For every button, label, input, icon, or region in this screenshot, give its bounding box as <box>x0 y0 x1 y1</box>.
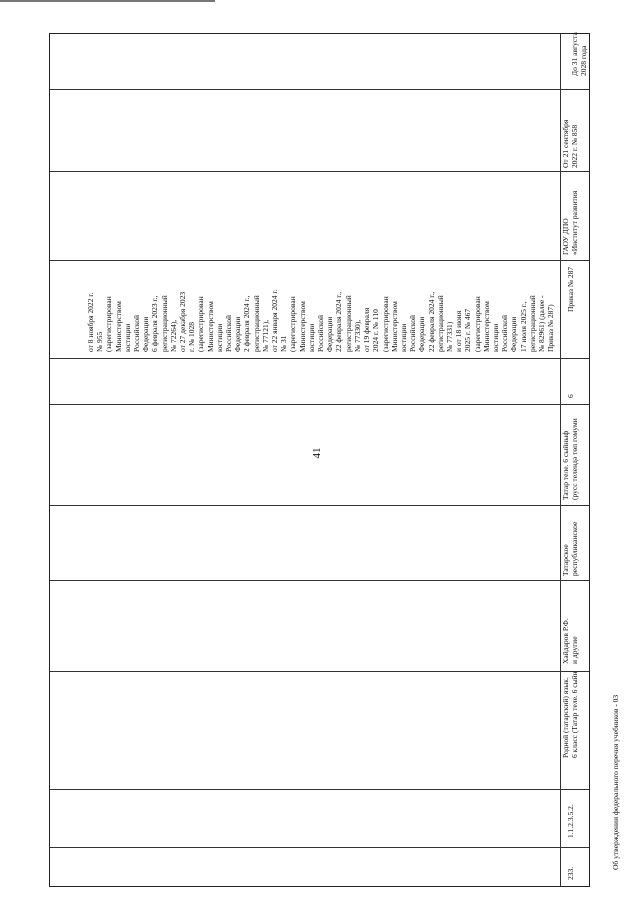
column-divider <box>50 671 589 672</box>
order-history-line: № 82961) (далее - <box>536 295 546 352</box>
order-history-line: юстиции <box>398 323 408 352</box>
order-history-line: от 27 декабря 2023 <box>178 291 188 352</box>
order-history-line: Российской <box>224 315 234 352</box>
order-history-line: № 31 <box>279 335 289 352</box>
publisher: ГАОУ ДПО «Институт развития <box>561 190 580 255</box>
order-history-line: от 8 ноября 2022 г. <box>86 292 95 352</box>
order-history-line: 22 февраля 2024 г., <box>334 291 344 352</box>
column-divider <box>50 789 589 790</box>
order-history-line: 2 февраля 2024 г., <box>242 295 252 352</box>
order-history <box>86 257 555 352</box>
order-history-line: № 955 <box>95 331 105 352</box>
authors: Хайдаров Р.Ф. и другие <box>561 618 580 664</box>
order-history-line: 2024 г. № 110 <box>371 309 381 352</box>
language-subject: Татарское республиканское <box>561 521 580 576</box>
order-history-line: (зарегистрирован <box>288 296 298 352</box>
order-history-line: 2025 г. № 467 <box>463 308 473 352</box>
order-history-line: от 22 января 2024 г. <box>270 289 280 352</box>
order-history-line: и от 18 июня <box>454 310 464 352</box>
order-history-line: регистрационный <box>251 295 261 352</box>
order-history-line: Приказ № 287) <box>546 304 556 352</box>
column-divider <box>50 847 589 848</box>
order-history-line: (зарегистрирован <box>196 296 206 352</box>
row-number: 233. <box>566 866 575 880</box>
document-footer: Об утверждении федерального перечня учебников - 03 <box>611 694 620 870</box>
page-number: 41 <box>311 447 323 459</box>
national-title: Татар теле. 6 сыйныф (русс телендә төп гомуми <box>561 418 580 500</box>
order-history-line: № 77331) <box>444 321 454 352</box>
order-history-line: Федерации <box>141 316 151 352</box>
order-history-line: г. № 1028 <box>187 321 197 352</box>
textbook-table <box>49 33 590 887</box>
order-history-line: юстиции <box>214 323 224 352</box>
top-border-line <box>0 0 215 2</box>
column-divider <box>50 404 589 405</box>
order-history-line: регистрационный <box>159 295 169 352</box>
order-history-line: Федерации <box>325 316 335 352</box>
order-history-line: Министерством <box>205 301 215 352</box>
order-history-line: юстиции <box>490 323 500 352</box>
grade: 6 <box>566 394 575 398</box>
order-history-line: 6 февраля 2023 г., <box>150 295 160 352</box>
order-history-line: Министерством <box>481 301 491 352</box>
order-history-line: юстиции <box>122 323 132 352</box>
order-history-line: регистрационный <box>343 295 353 352</box>
order-history-line: регистрационный <box>435 295 445 352</box>
order-history-line: 22 февраля 2024 г., <box>426 291 436 352</box>
order-history-line: Министерством <box>297 301 307 352</box>
order-history-line: № 77330), <box>352 319 362 352</box>
order-history-line: № 72264), <box>168 319 178 352</box>
valid-until: До 31 августа 2028 года <box>570 32 589 76</box>
order-history-line: 17 июля 2025 г., <box>518 301 528 352</box>
order-history-line: Министерством <box>389 301 399 352</box>
order-history-line: юстиции <box>306 323 316 352</box>
order-history-line: Российской <box>408 315 418 352</box>
order-history-line: (зарегистрирован <box>104 296 114 352</box>
order-history-line: Российской <box>132 315 142 352</box>
column-divider <box>50 505 589 506</box>
order-reference: Приказ № 287 <box>566 266 575 312</box>
order-history-line: (зарегистрирован <box>380 296 390 352</box>
order-history-line: от 19 февраля <box>362 307 372 352</box>
order-history-line: Федерации <box>509 316 519 352</box>
order-history-line: Министерством <box>113 301 123 352</box>
column-divider <box>50 580 589 581</box>
column-divider <box>50 358 589 359</box>
order-history-line: Федерации <box>417 316 427 352</box>
order-history-line: (зарегистрирован <box>472 296 482 352</box>
column-divider <box>50 89 589 90</box>
book-title: Родной (татарский) язык. 6 класс (Татар теле. 6 сыйн <box>561 671 580 758</box>
approval-date: От 21 сентября 2022 г. № 858 <box>561 119 580 168</box>
order-history-line: Российской <box>500 315 510 352</box>
order-history-line: Федерации <box>233 316 243 352</box>
order-history-line: Российской <box>316 315 326 352</box>
column-divider <box>50 171 589 172</box>
row-code: 1.1.2.3.5.2. <box>566 804 575 838</box>
order-history-line: регистрационный <box>527 295 537 352</box>
order-history-line: № 77121), <box>260 319 270 352</box>
